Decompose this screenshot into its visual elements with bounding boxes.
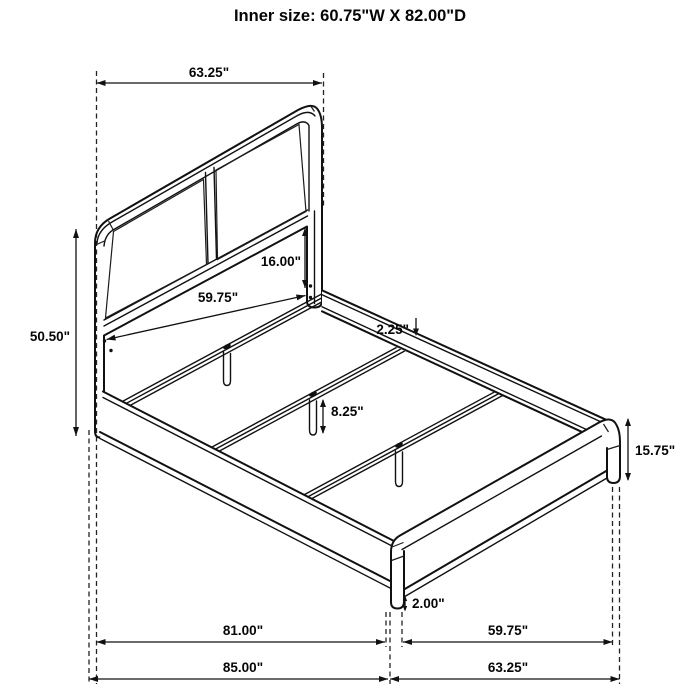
headboard-cane-panels bbox=[106, 125, 307, 319]
dim-headboard-height bbox=[30, 229, 79, 436]
dim-label-inner-depth: 81.00" bbox=[222, 623, 264, 638]
side-rail-near bbox=[100, 392, 393, 590]
dim-inner-depth bbox=[97, 623, 386, 645]
dim-label-headboard-width: 63.25" bbox=[188, 65, 230, 80]
dim-support-leg-height bbox=[320, 399, 364, 434]
slat-3 bbox=[304, 380, 526, 499]
dim-overall-depth bbox=[89, 660, 388, 682]
dim-label-support-leg-height: 8.25" bbox=[331, 404, 364, 419]
dim-label-footboard-height: 15.75" bbox=[635, 443, 676, 458]
dim-headboard-width bbox=[97, 65, 323, 86]
slat-2 bbox=[211, 335, 427, 451]
dim-label-headboard-height: 50.50" bbox=[29, 329, 70, 344]
dim-label-footboard-width: 63.25" bbox=[487, 660, 529, 675]
side-rail-far bbox=[322, 290, 610, 445]
footboard bbox=[391, 420, 620, 609]
dim-label-headboard-inner-width: 59.75" bbox=[197, 290, 239, 305]
dim-label-slat-thickness: 2.25" bbox=[376, 322, 409, 337]
dim-label-panel-to-rail: 16.00" bbox=[260, 254, 301, 269]
dim-label-floor-clearance: 2.00" bbox=[412, 596, 445, 611]
diagram-title: Inner size: 60.75"W X 82.00"D bbox=[233, 7, 467, 25]
dim-floor-clearance bbox=[403, 596, 445, 612]
dim-headboard-inner-width bbox=[107, 290, 306, 341]
dim-label-overall-depth: 85.00" bbox=[222, 660, 264, 675]
headboard bbox=[95, 105, 322, 438]
headboard-center-divider bbox=[206, 168, 217, 264]
dim-footboard-width bbox=[390, 660, 620, 682]
dim-footboard-inner-width bbox=[403, 623, 613, 645]
dim-label-footboard-inner-width: 59.75" bbox=[487, 623, 529, 638]
dim-footboard-height bbox=[625, 418, 675, 481]
